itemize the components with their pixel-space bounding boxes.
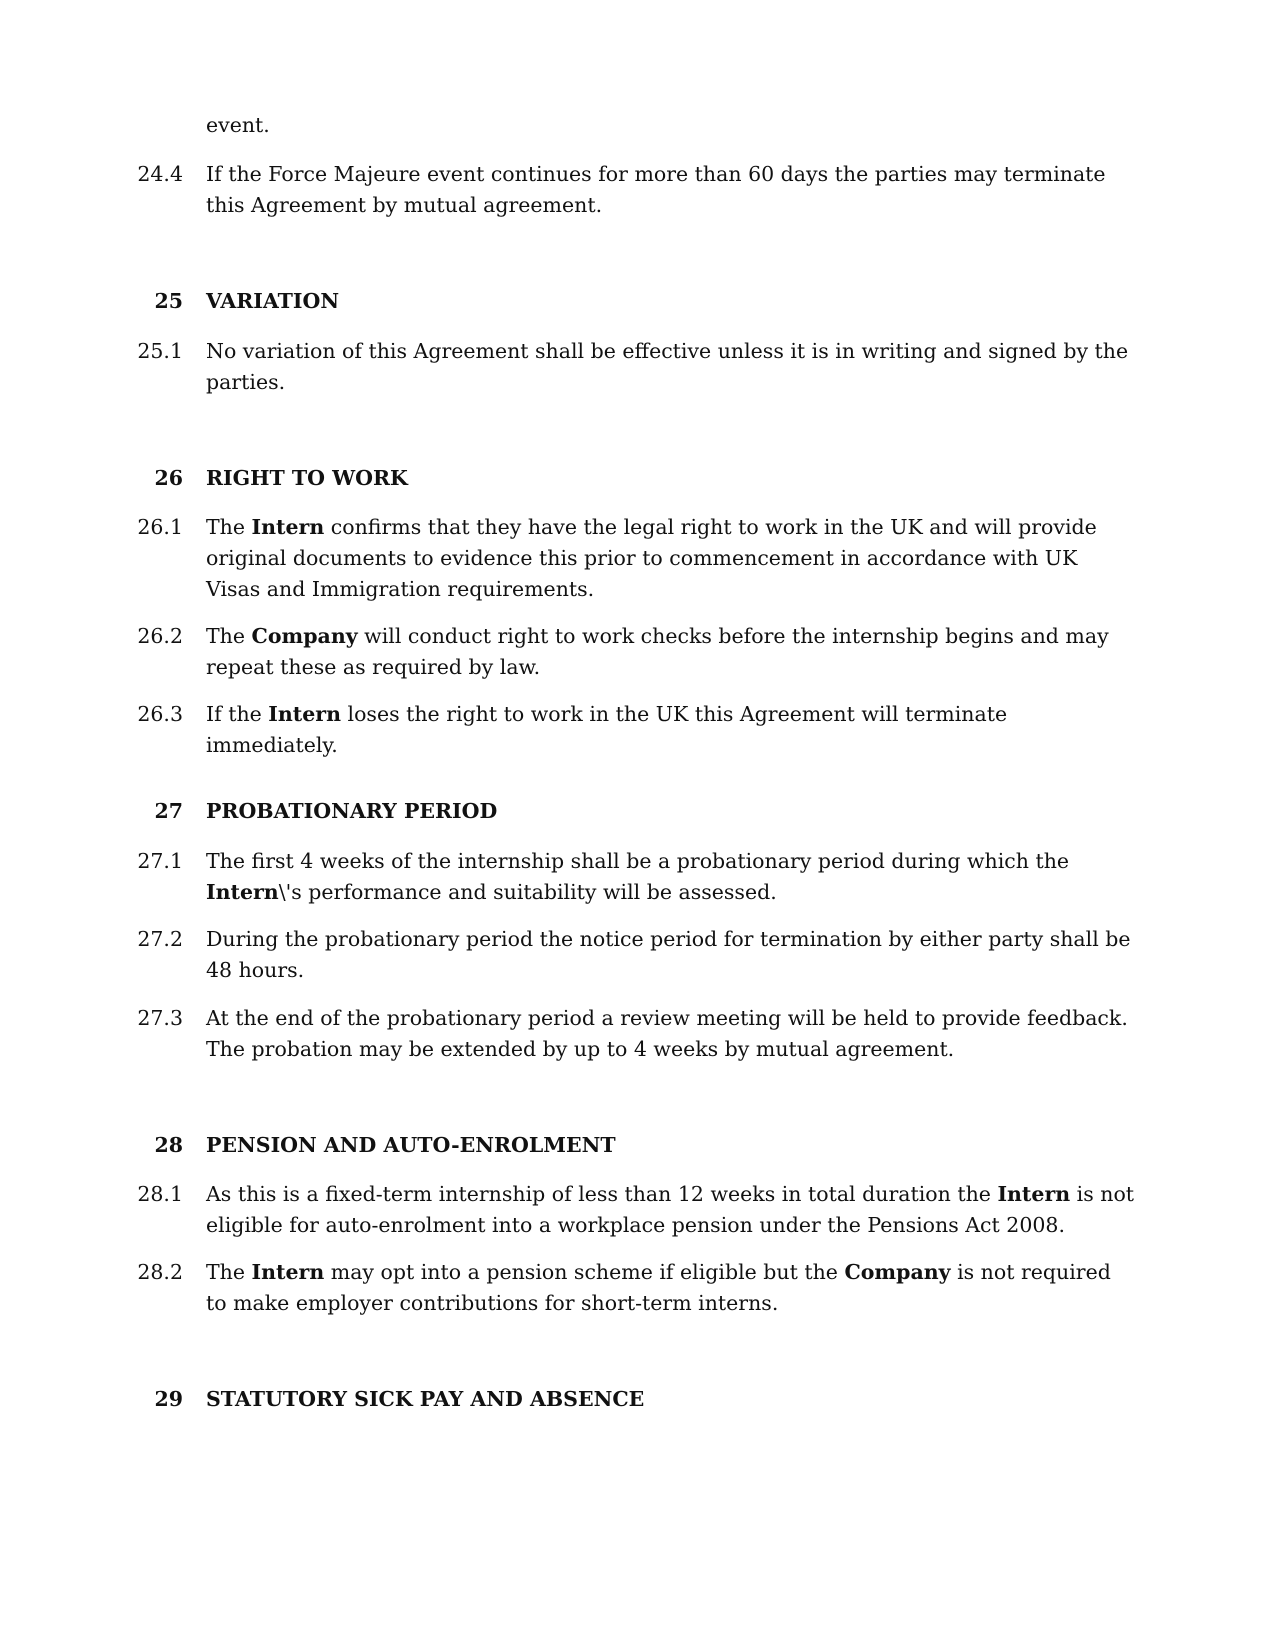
defined-term-intern: Intern (206, 880, 279, 904)
text-run: As this is a fixed-term internship of less than 12 weeks in total duration the (206, 1182, 998, 1206)
section-number: 29 (154, 1387, 183, 1411)
text-run: confirms that they have the legal right to work in the UK and will provide original documents to evidence this prior to commencement in accordance with UK Visas and Immigration requirements. (206, 515, 1097, 601)
clause-number: 24.4 (137, 162, 183, 186)
text-run: may opt into a pension scheme if eligible but the (324, 1260, 845, 1284)
text-run: loses the right to work in the UK this Agreement will terminate immediately. (206, 702, 1008, 757)
clause-number: 27.2 (137, 927, 183, 951)
section-number: 26 (154, 466, 183, 490)
defined-term-company: Company (251, 624, 358, 648)
defined-term-intern: Intern (251, 515, 325, 539)
section-title: PROBATIONARY PERIOD (206, 799, 498, 823)
section-title: PENSION AND AUTO-ENROLMENT (206, 1133, 616, 1157)
defined-term-company: Company (844, 1260, 951, 1284)
clause-number: 25.1 (137, 339, 183, 363)
text-run: The (206, 515, 252, 539)
section-number: 25 (154, 289, 183, 313)
text-run: If the (206, 702, 269, 726)
section-number: 27 (154, 799, 183, 823)
text-run: The first 4 weeks of the internship shall be a probationary period during which the (206, 849, 1070, 873)
clause-text (206, 1257, 1136, 1319)
section-title: RIGHT TO WORK (206, 466, 408, 490)
section-title: STATUTORY SICK PAY AND ABSENCE (206, 1387, 645, 1411)
clause-text: At the end of the probationary period a review meeting will be held to provide feedback. The probation may be extended by up to 4 weeks by mutual agreement. (206, 1006, 1128, 1061)
text-run: The (206, 1260, 252, 1284)
clause-number: 27.3 (137, 1006, 183, 1030)
clause-text: No variation of this Agreement shall be effective unless it is in writing and signed by the parties. (206, 339, 1129, 394)
text-run: will conduct right to work checks before the internship begins and may repeat these as required by law. (206, 624, 1109, 679)
defined-term-intern: Intern (251, 1260, 325, 1284)
section-title: VARIATION (206, 289, 340, 313)
clause-text: During the probationary period the notice period for termination by either party shall be 48 hours. (206, 927, 1131, 982)
clause-text (206, 512, 1136, 605)
clause-text (206, 699, 1136, 761)
clause-number: 28.1 (137, 1182, 183, 1206)
text-run: is not eligible for auto-enrolment into a workplace pension under the Pensions Act 2008. (206, 1182, 1135, 1237)
clause-text (206, 1179, 1136, 1241)
clause-number: 28.2 (137, 1260, 183, 1284)
text-run: is not required to make employer contributions for short-term interns. (206, 1260, 1111, 1315)
clause-text (206, 846, 1136, 908)
clause-number: 26.1 (137, 515, 183, 539)
clause-text (206, 621, 1136, 683)
clause-number: 26.2 (137, 624, 183, 648)
continuation-text: event. (206, 113, 270, 137)
clause-number: 26.3 (137, 702, 183, 726)
clause-text: If the Force Majeure event continues for more than 60 days the parties may terminate this Agreement by mutual agreement. (206, 162, 1106, 217)
text-run: The (206, 624, 252, 648)
section-number: 28 (154, 1133, 183, 1157)
text-run: \'s performance and suitability will be assessed. (278, 880, 777, 904)
defined-term-intern: Intern (997, 1182, 1071, 1206)
defined-term-intern: Intern (268, 702, 342, 726)
clause-number: 27.1 (137, 849, 183, 873)
